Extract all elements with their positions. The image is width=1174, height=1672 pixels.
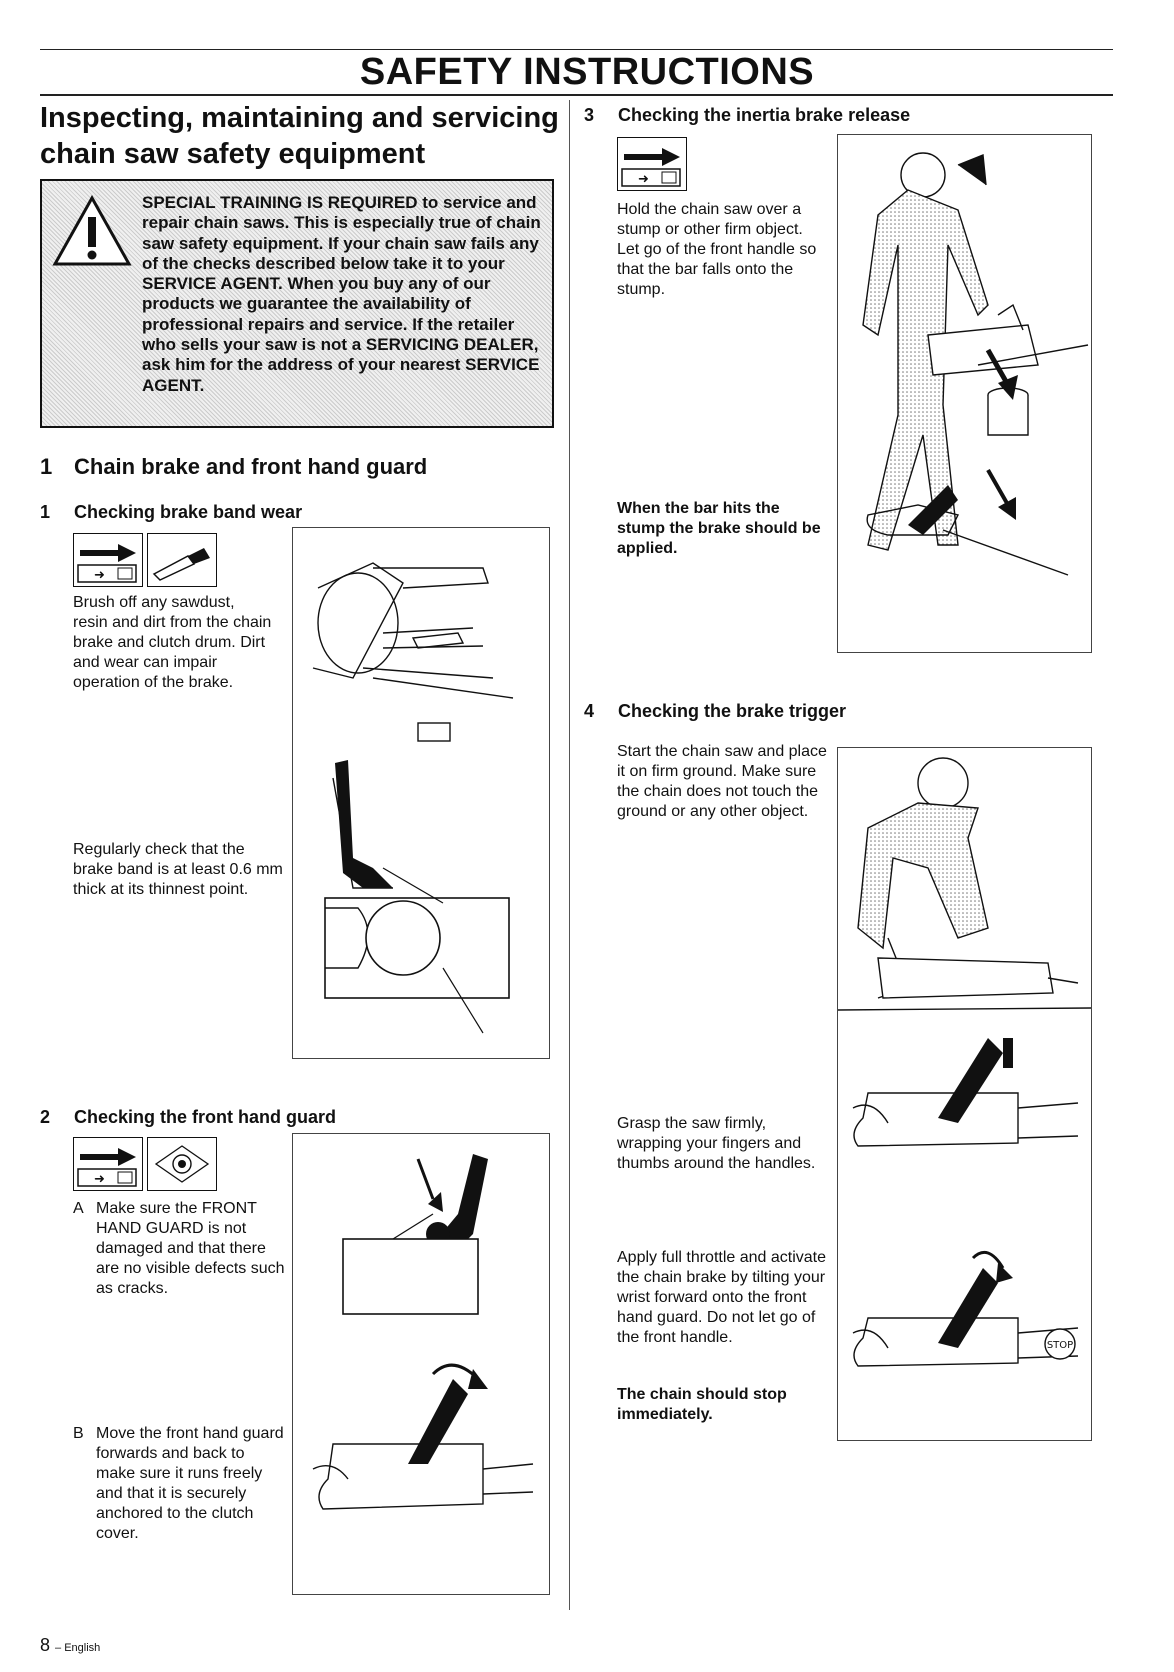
eye-inspect-icon bbox=[147, 1137, 217, 1191]
svg-text:➜: ➜ bbox=[94, 568, 105, 583]
page-title: SAFETY INSTRUCTIONS bbox=[359, 51, 815, 93]
inertia-figure bbox=[837, 134, 1092, 653]
front-guard-b-text: Move the front hand guard forwards and back to make sure it runs freely and that it is securely anchored to the clutch cover. bbox=[96, 1425, 284, 1542]
trigger-heading bbox=[584, 700, 846, 722]
brake-band-heading bbox=[40, 501, 302, 523]
brake-band-text2: Regularly check that the brake band is at least 0.6 mm thick at its thinnest point. bbox=[73, 841, 283, 898]
trigger-text4: The chain should stop immediately. bbox=[617, 1386, 787, 1423]
brake-band-figure bbox=[292, 527, 550, 1059]
warning-text: SPECIAL TRAINING IS REQUIRED to service and repair chain saws. This is especially true of chain saw safety equipment. If your chain saw fails any of the checks described below take it to your SERVICE AGENT. When you buy any of our products we guarantee the availability of professional repairs and service. If the retailer who sells your saw is not a SERVICING DEALER, ask him for the address of your nearest SERVICE AGENT. bbox=[142, 193, 541, 395]
trigger-number: 4 bbox=[584, 701, 595, 721]
column-divider bbox=[569, 100, 570, 1610]
front-guard-number: 2 bbox=[40, 1107, 51, 1127]
service-icon-box-2 bbox=[73, 1137, 143, 1191]
inertia-text1: Hold the chain saw over a stump or other firm object. Let go of the front handle so that the bar falls onto the stump. bbox=[617, 201, 817, 298]
svg-text:➜: ➜ bbox=[94, 1172, 105, 1187]
title-underline bbox=[40, 94, 1113, 96]
chain-brake-title: Chain brake and front hand guard bbox=[74, 454, 428, 479]
front-guard-a-letter: A bbox=[73, 1200, 84, 1217]
brush-icon bbox=[147, 533, 217, 587]
warning-box bbox=[40, 179, 554, 428]
trigger-figure bbox=[837, 747, 1092, 1441]
section-title-line1: Inspecting, maintaining and servicing bbox=[40, 102, 559, 134]
front-guard-heading bbox=[40, 1106, 336, 1128]
brake-band-text1: Brush off any sawdust, resin and dirt from the chain brake and clutch drum. Dirt and wear can impair operation of the brake. bbox=[73, 594, 272, 691]
trigger-text3: Apply full throttle and activate the chain brake by tilting your wrist forward onto the front hand guard. Do not let go of the front handle. bbox=[617, 1249, 827, 1346]
brake-band-number: 1 bbox=[40, 502, 51, 522]
warning-triangle-icon bbox=[52, 195, 132, 267]
chain-brake-number: 1 bbox=[40, 454, 53, 479]
page-footer bbox=[40, 1635, 100, 1656]
footer-language: – English bbox=[55, 1642, 101, 1654]
section-title bbox=[40, 100, 570, 172]
inertia-heading bbox=[584, 104, 910, 126]
front-guard-a-text: Make sure the FRONT HAND GUARD is not damaged and that there are no visible defects such as cracks. bbox=[96, 1200, 285, 1297]
trigger-text2: Grasp the saw firmly, wrapping your fingers and thumbs around the handles. bbox=[617, 1115, 816, 1172]
chain-brake-heading bbox=[40, 453, 427, 481]
section-title-line2: chain saw safety equipment bbox=[40, 138, 426, 170]
inertia-text2: When the bar hits the stump the brake should be applied. bbox=[617, 500, 821, 557]
front-guard-figure bbox=[292, 1133, 550, 1595]
brake-band-title: Checking brake band wear bbox=[74, 502, 303, 522]
stop-label: STOP bbox=[1046, 1340, 1074, 1351]
svg-text:➜: ➜ bbox=[638, 172, 649, 187]
inertia-number: 3 bbox=[584, 105, 595, 125]
inertia-title: Checking the inertia brake release bbox=[618, 105, 911, 125]
page-number: 8 bbox=[40, 1635, 51, 1655]
trigger-title: Checking the brake trigger bbox=[618, 701, 847, 721]
service-icon-box-3 bbox=[617, 137, 687, 191]
front-guard-title: Checking the front hand guard bbox=[74, 1107, 337, 1127]
trigger-text1: Start the chain saw and place it on firm ground. Make sure the chain does not touch the ground or any other object. bbox=[617, 743, 827, 820]
service-icon-box bbox=[73, 533, 143, 587]
front-guard-b-letter: B bbox=[73, 1425, 84, 1442]
